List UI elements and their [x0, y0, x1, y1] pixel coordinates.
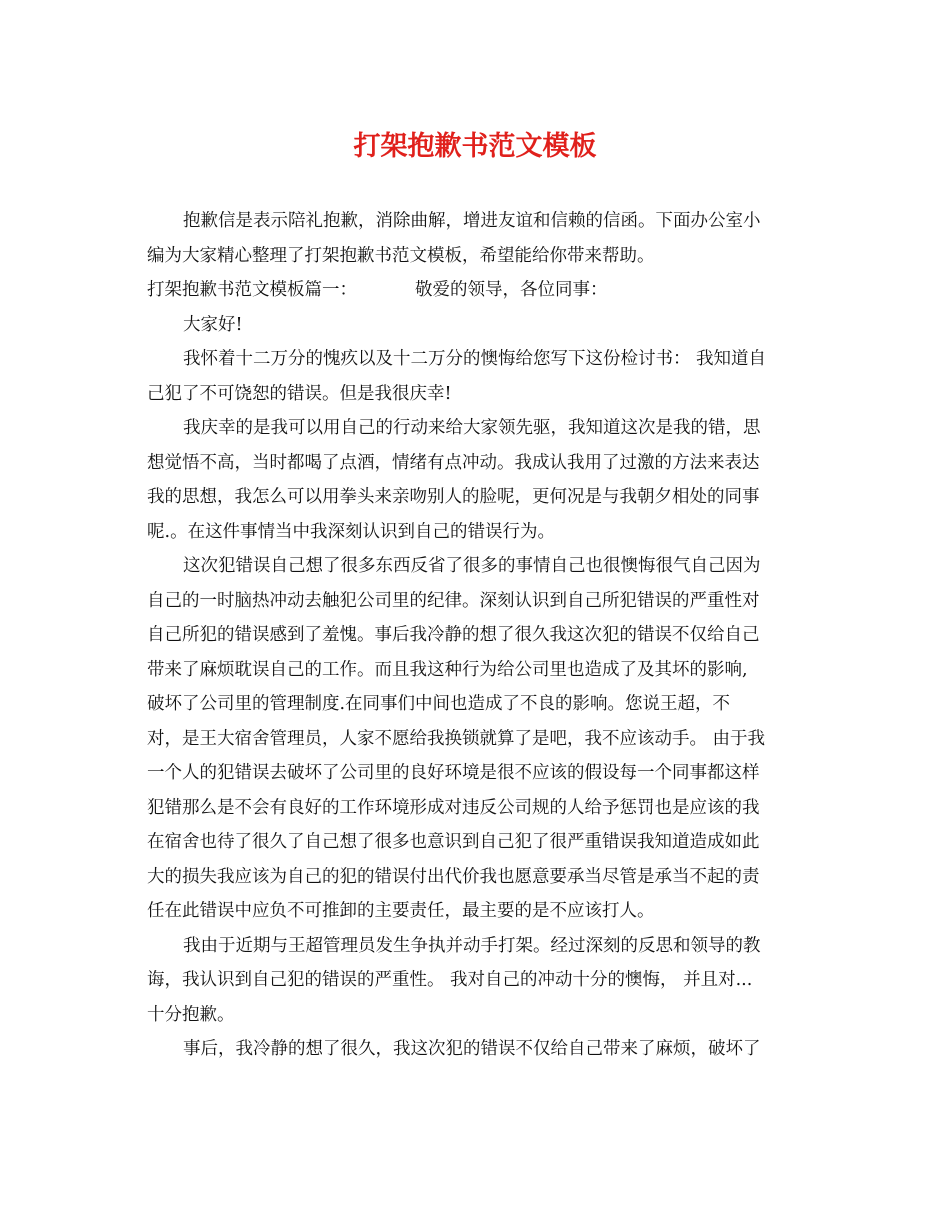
body-line-text: 我庆幸的是我可以用自己的行动来给大家领先驱，我知道这次是我的错，思 [183, 418, 761, 438]
body-line-text: 大家好! [183, 314, 243, 335]
body-line [147, 963, 807, 998]
salutation-text: 敬爱的领导，各位同事： [415, 280, 608, 300]
body-line [147, 618, 807, 653]
body-line-text: 在宿舍也待了很久了自己想了很多也意识到自己犯了很严重错误我知道造成如此 [147, 832, 760, 852]
body-line-text: 一个人的犯错误去破坏了公司里的良好环境是很不应该的假设每一个同事都这样 [147, 763, 760, 783]
body-line-text: 十分抱歉。 [147, 1004, 235, 1025]
document-body [147, 204, 807, 1067]
body-line [147, 377, 807, 412]
body-line [147, 860, 807, 895]
body-line [147, 204, 807, 239]
body-line-text: 任在此错误中应负不可推卸的主要责任，最主要的是不应该打人。 [147, 901, 655, 921]
body-line [147, 342, 807, 377]
body-line [147, 411, 807, 446]
body-line-text: 对，是王大宿舍管理员，人家不愿给我换锁就算了是吧，我不应该动手。 由于我 [147, 728, 766, 749]
body-line-text: 自己所犯的错误感到了羞愧。事后我冷静的想了很久我这次犯的错误不仅给自己 [147, 625, 760, 645]
body-line [147, 722, 807, 757]
body-line-text: 我的思想，我怎么可以用拳头来亲吻别人的脸呢，更何况是与我朝夕相处的同事 [147, 487, 760, 507]
body-line-text: 我由于近期与王超管理员发生争执并动手打架。经过深刻的反思和领导的教 [183, 935, 761, 956]
body-line [147, 1032, 807, 1067]
body-line [147, 446, 807, 481]
document-title: 打架抱歉书范文模板 [353, 131, 597, 162]
body-line-text: 打架抱歉书范文模板篇一： [147, 280, 357, 300]
body-line-text: 抱歉信是表示陪礼抱歉，消除曲解，增进友谊和信赖的信函。下面办公室小 [183, 211, 761, 231]
body-line [147, 239, 807, 274]
body-line [147, 687, 807, 722]
body-line [147, 791, 807, 826]
body-line [147, 549, 807, 584]
body-line-text: 自己的一时脑热冲动去触犯公司里的纪律。深刻认识到自己所犯错误的严重性对 [147, 590, 760, 611]
body-line-text: 己犯了不可饶恕的错误。但是我很庆幸! [147, 383, 452, 404]
body-line-text: 带来了麻烦耽误自己的工作。而且我这种行为给公司里也造成了及其坏的影响, [147, 659, 748, 680]
body-line [147, 825, 807, 860]
body-line-text: 我怀着十二万分的愧疚以及十二万分的懊悔给您写下这份检讨书： 我知道自 [183, 349, 767, 369]
body-line-text: 破坏了公司里的管理制度.在同事们中间也造成了不良的影响。您说王超，不 [147, 694, 731, 714]
body-line-text: 呢.。在这件事情当中我深刻认识到自己的错误行为。 [147, 521, 556, 542]
body-line [147, 653, 807, 688]
body-line [147, 273, 807, 308]
body-line [147, 756, 807, 791]
body-line-text: 大的损失我应该为自己的犯的错误付出代价我也愿意要承当尽管是承当不起的责 [147, 866, 760, 887]
body-line-text: 事后，我冷静的想了很久，我这次犯的错误不仅给自己带来了麻烦，破坏了 [183, 1039, 761, 1059]
body-line [147, 929, 807, 964]
body-line [147, 515, 807, 550]
body-line-text: 犯错那么是不会有良好的工作环境形成对违反公司规的人给予惩罚也是应该的我 [147, 797, 760, 818]
body-line [147, 894, 807, 929]
body-line-text: 想觉悟不高，当时都喝了点酒，情绪有点冲动。我成认我用了过激的方法来表达 [147, 452, 760, 473]
body-line [147, 308, 807, 343]
body-line [147, 480, 807, 515]
body-line-text: 诲，我认识到自己犯的错误的严重性。 我对自己的冲动十分的懊悔， 并且对... [147, 970, 753, 990]
body-line-text: 这次犯错误自己想了很多东西反省了很多的事情自己也很懊悔很气自己因为 [183, 556, 761, 576]
body-line-text: 编为大家精心整理了打架抱歉书范文模板，希望能给你带来帮助。 [147, 245, 655, 266]
body-line [147, 584, 807, 619]
body-line [147, 998, 807, 1033]
